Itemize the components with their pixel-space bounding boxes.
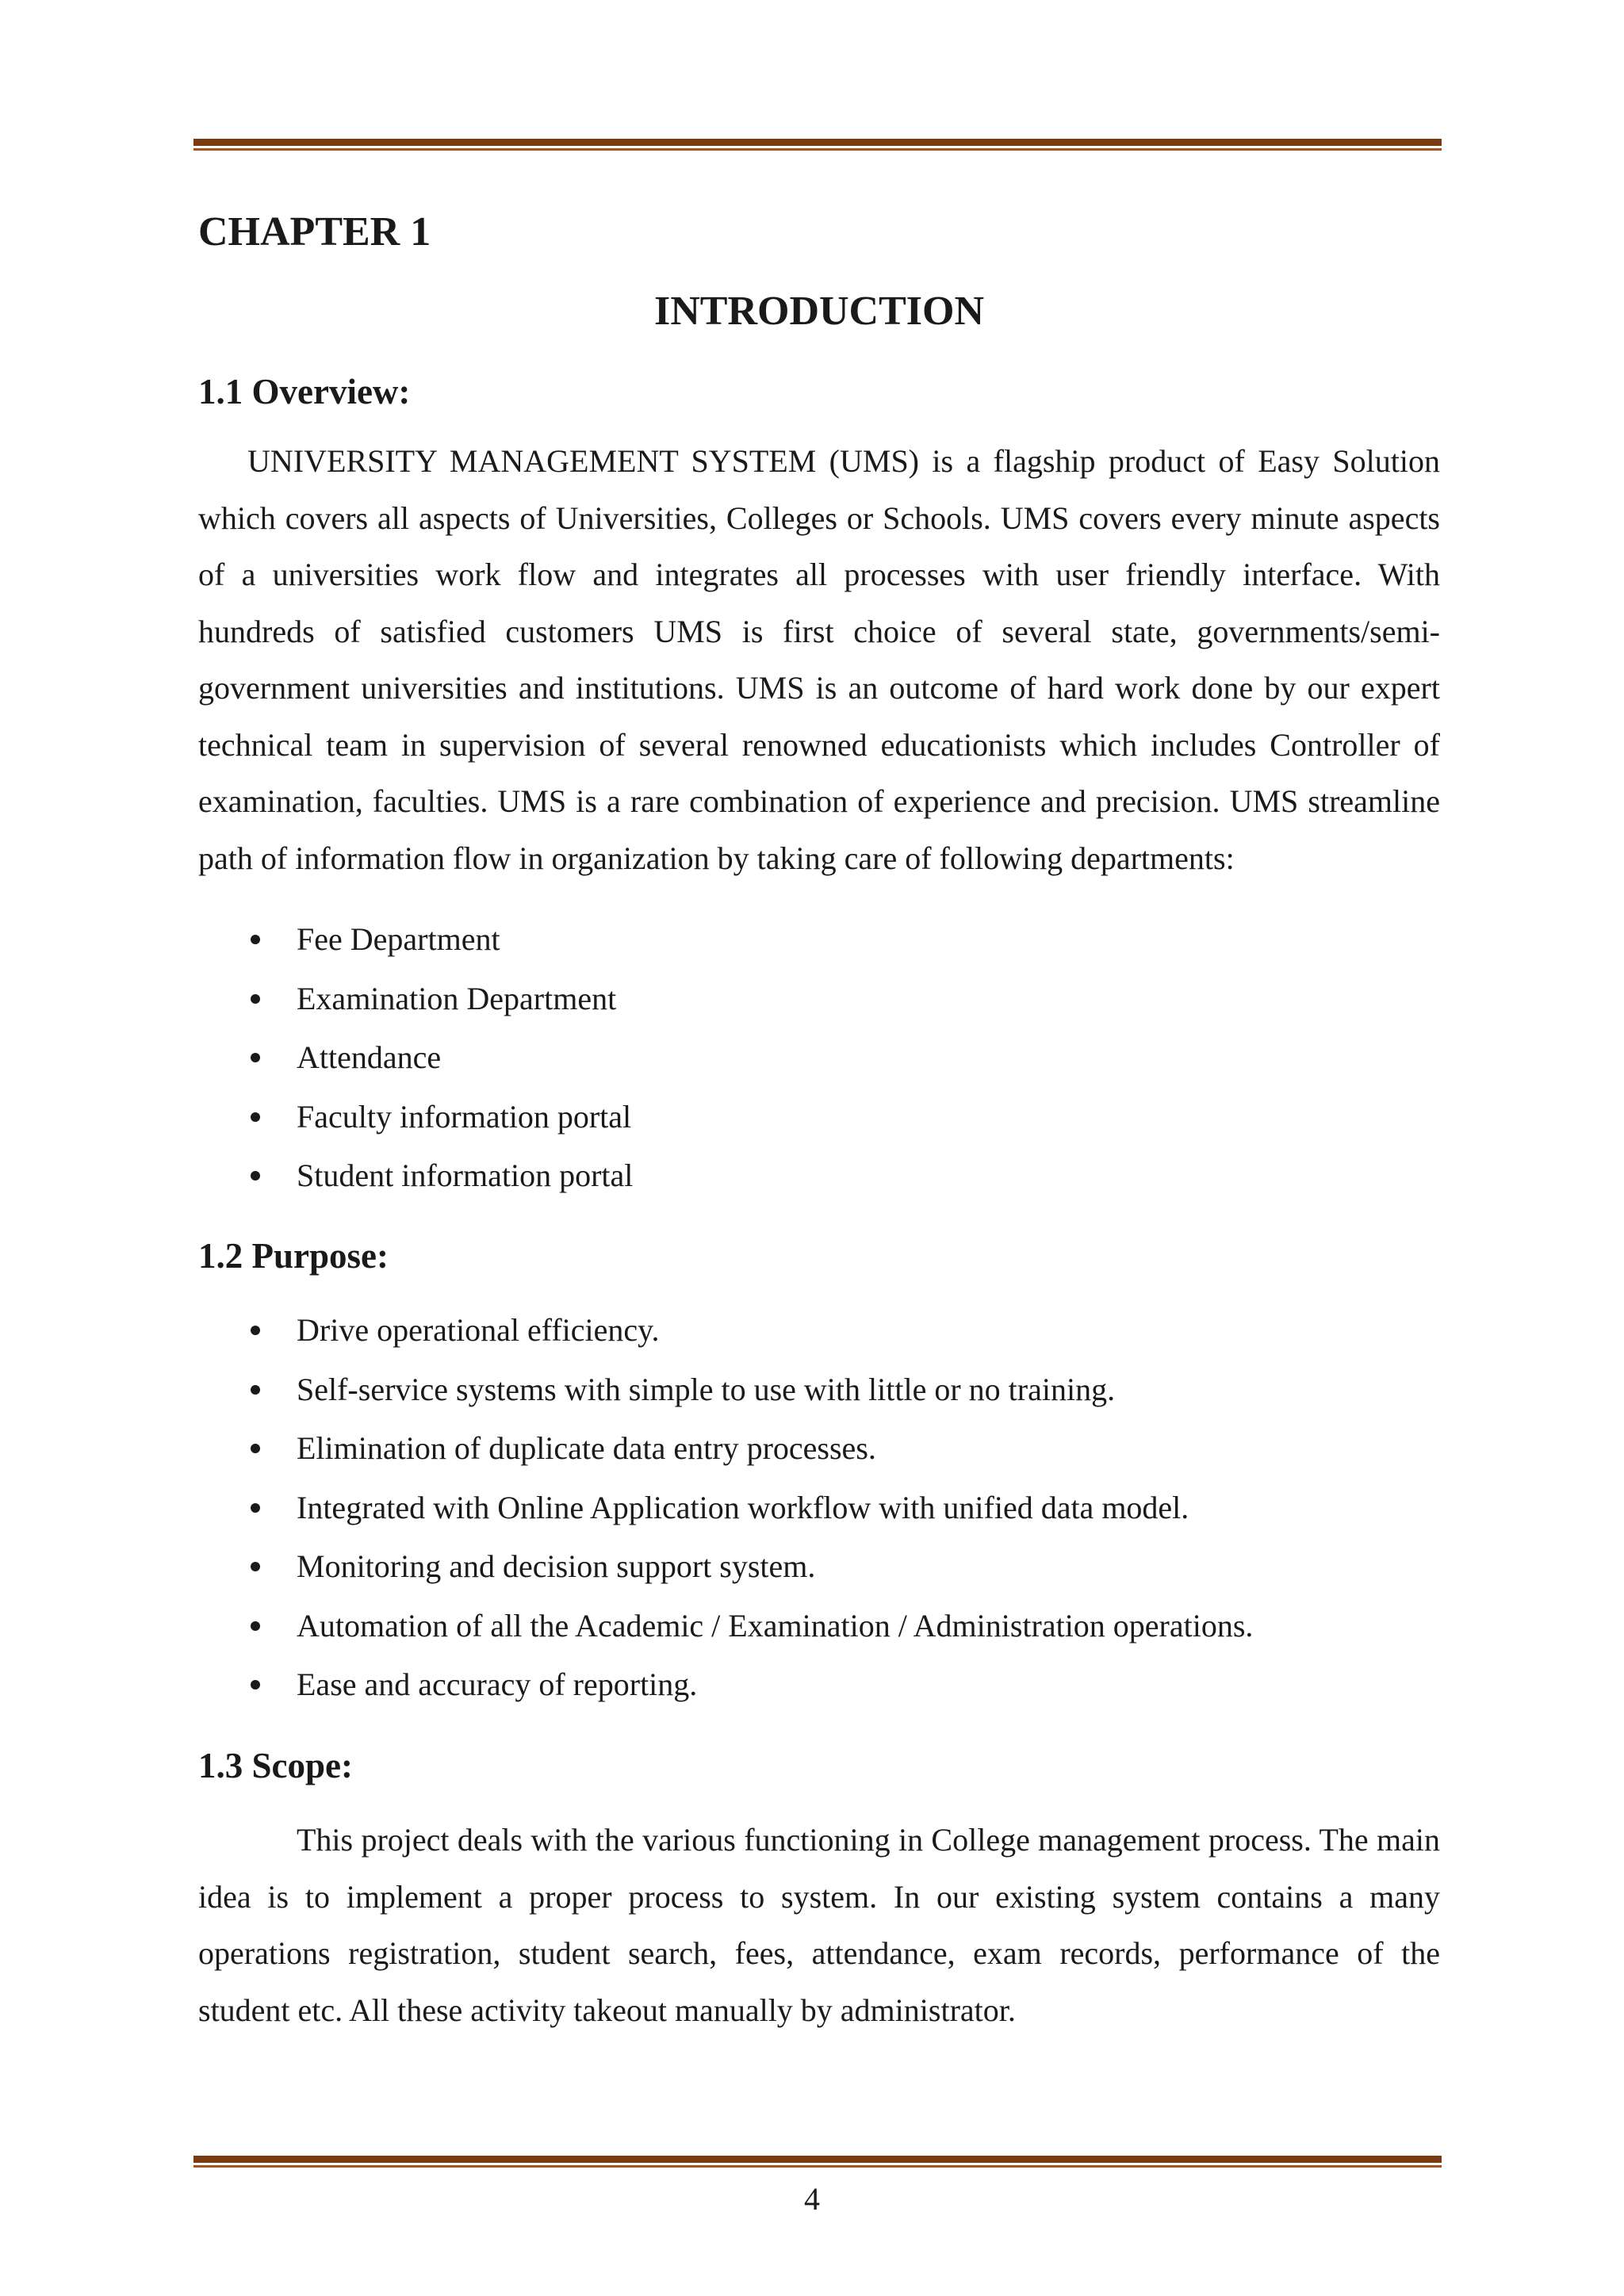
overview-paragraph: UNIVERSITY MANAGEMENT SYSTEM (UMS) is a flagship product of Easy Solution which covers all aspects of Universities, Colleges or Schools. UMS covers every minute aspects of a universities work flow and integrates all processes with user friendly interface. With hundreds of satisfied customers UMS is first choice of several state, governments/semi-government universities and institutions. UMS is an outcome of hard work done by our expert technical team in supervision of several renowned educationists which includes Controller of examination, faculties. UMS is a rare combination of experience and precision. UMS streamline path of information flow in organization by taking care of following departments: xyxy=(198,443,1440,876)
department-list xyxy=(198,910,633,1206)
bullet-icon xyxy=(251,1503,260,1513)
footer-rule xyxy=(193,2156,1442,2168)
scope-heading: 1.3 Scope: xyxy=(198,1746,353,1785)
list-item: Examination Department xyxy=(198,970,633,1029)
chapter-label: CHAPTER 1 xyxy=(198,209,431,254)
list-item: Integrated with Online Application workflow with unified data model. xyxy=(198,1479,1253,1538)
bullet-icon xyxy=(251,1171,260,1181)
bullet-icon xyxy=(251,1444,260,1453)
bullet-icon xyxy=(251,1680,260,1689)
scope-paragraph: This project deals with the various functioning in College management process. The main idea is to implement a proper process to system. In our existing system contains a many operations registration, student search, fees, attendance, exam records, performance of the student etc. All these activity takeout manually by administrator. xyxy=(198,1822,1440,2028)
bullet-icon xyxy=(251,1326,260,1335)
chapter-title: INTRODUCTION xyxy=(653,289,985,334)
bullet-icon xyxy=(251,1053,260,1062)
list-item: Elimination of duplicate data entry processes. xyxy=(198,1419,1253,1479)
list-item: Self-service systems with simple to use with little or no training. xyxy=(198,1360,1253,1420)
list-item: Monitoring and decision support system. xyxy=(198,1537,1253,1597)
purpose-list xyxy=(198,1301,1253,1715)
page-number: 4 xyxy=(804,2181,820,2217)
bullet-icon xyxy=(251,1112,260,1122)
list-item: Drive operational efficiency. xyxy=(198,1301,1253,1360)
bullet-icon xyxy=(251,1562,260,1571)
list-item: Faculty information portal xyxy=(198,1088,633,1147)
header-rule xyxy=(193,139,1442,151)
list-item: Fee Department xyxy=(198,910,633,970)
bullet-icon xyxy=(251,1621,260,1631)
list-item: Student information portal xyxy=(198,1146,633,1206)
bullet-icon xyxy=(251,1385,260,1395)
overview-heading: 1.1 Overview: xyxy=(198,372,411,411)
list-item: Attendance xyxy=(198,1028,633,1088)
purpose-heading: 1.2 Purpose: xyxy=(198,1236,389,1276)
bullet-icon xyxy=(251,935,260,944)
bullet-icon xyxy=(251,994,260,1004)
list-item: Ease and accuracy of reporting. xyxy=(198,1655,1253,1715)
list-item: Automation of all the Academic / Examination / Administration operations. xyxy=(198,1597,1253,1656)
